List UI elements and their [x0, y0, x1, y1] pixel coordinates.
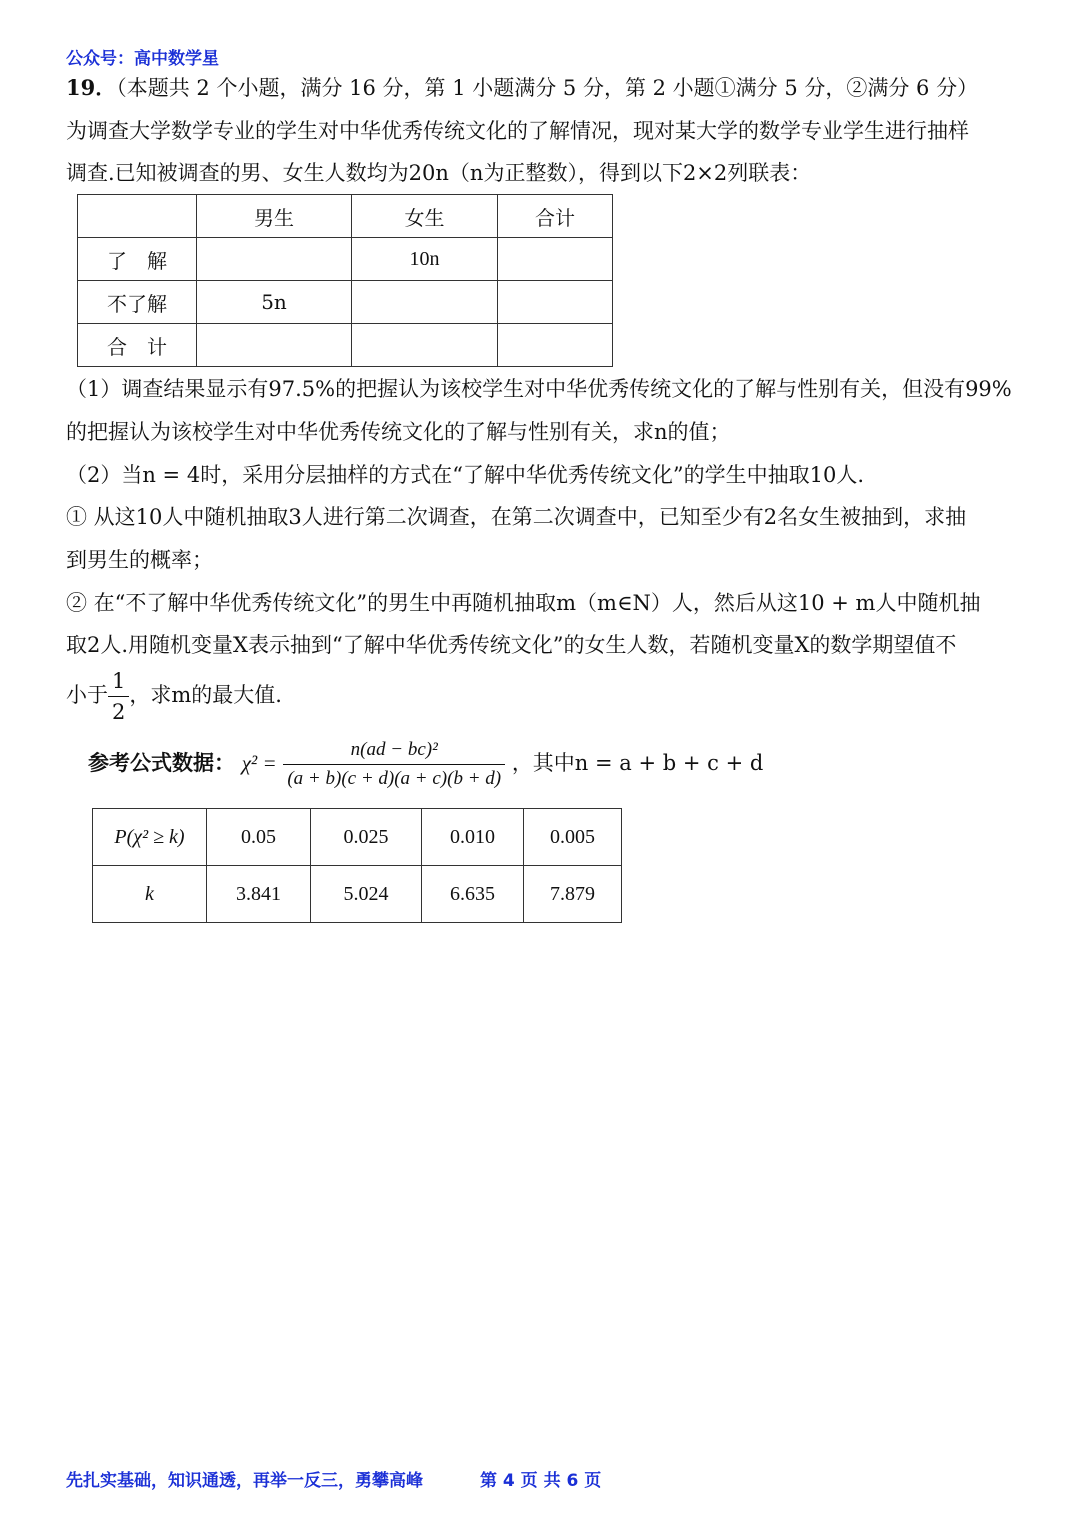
footer-page-number: 第 4 页 共 6 页: [480, 1471, 602, 1491]
table-cell: [498, 324, 613, 367]
table-cell: 女生: [352, 195, 498, 238]
table-cell: 合计: [498, 195, 613, 238]
formula-label: 参考公式数据：: [88, 750, 235, 775]
part1-line-1: （1）调查结果显示有97.5%的把握认为该校学生对中华优秀传统文化的了解与性别有关，但没有99%: [66, 377, 1012, 401]
table-cell: 0.005: [524, 809, 622, 866]
problem-title: [66, 73, 978, 103]
table-cell: 5.024: [311, 866, 422, 923]
sub2-line3-pre: 小于: [66, 683, 108, 707]
sub2-line3-post: ，求m的最大值.: [129, 683, 282, 707]
sub2-line-2: 取2人.用随机变量X表示抽到“了解中华优秀传统文化”的女生人数，若随机变量X的数学期望值不: [66, 633, 957, 657]
table-cell: 5n: [197, 281, 352, 324]
problem-number: 19．: [66, 75, 117, 100]
table-header-row: [93, 809, 622, 866]
table-cell: 6.635: [422, 866, 524, 923]
table-cell: k: [93, 866, 207, 923]
table-row: [93, 866, 622, 923]
table-cell: 10n: [352, 238, 498, 281]
table-cell: P(χ² ≥ k): [93, 809, 207, 866]
formula-denominator: (a + b)(c + d)(a + c)(b + d): [283, 764, 505, 793]
table-row: [78, 281, 613, 324]
sub2-line-3: [66, 666, 282, 727]
problem-meta: （本题共 2 个小题，满分 16 分，第 1 小题满分 5 分，第 2 小题①满分 5 分，②满分 6 分）: [116, 76, 979, 100]
table-row: [78, 324, 613, 367]
table-cell: 不了解: [78, 281, 197, 324]
fraction-numerator: 1: [112, 669, 126, 693]
intro-line-2: 调查.已知被调查的男、女生人数均为20n（n为正整数），得到以下2×2列联表：: [66, 161, 812, 185]
table-cell: 7.879: [524, 866, 622, 923]
table-cell: [498, 238, 613, 281]
probability-table: [92, 808, 622, 923]
sub1-line-2: 到男生的概率；: [66, 548, 213, 572]
formula-fraction: [283, 736, 505, 793]
table-cell: [197, 238, 352, 281]
page-header: 公众号：高中数学星: [66, 49, 219, 69]
table-cell: 了 解: [78, 238, 197, 281]
table-cell: [197, 324, 352, 367]
table-cell: 0.010: [422, 809, 524, 866]
part2-line-1: （2）当n = 4时，采用分层抽样的方式在“了解中华优秀传统文化”的学生中抽取10人.: [66, 463, 865, 487]
table-header-row: [78, 195, 613, 238]
table-cell: 0.05: [207, 809, 311, 866]
fraction-denominator: 2: [108, 696, 129, 727]
table-cell: [498, 281, 613, 324]
footer-slogan: 先扎实基础，知识通透，再举一反三，勇攀高峰: [66, 1471, 423, 1491]
part1-line-2: 的把握认为该校学生对中华优秀传统文化的了解与性别有关，求n的值；: [66, 420, 731, 444]
table-cell: [352, 324, 498, 367]
table-row: [78, 238, 613, 281]
intro-line-1: 为调查大学数学专业的学生对中华优秀传统文化的了解情况，现对某大学的数学专业学生进行抽样: [66, 119, 969, 143]
formula-note: ，其中n = a + b + c + d: [511, 751, 764, 775]
sub2-line-1: ② 在“不了解中华优秀传统文化”的男生中再随机抽取m（m∈N）人，然后从这10 + m人中随机抽: [66, 591, 981, 615]
table-cell: 0.025: [311, 809, 422, 866]
formula-numerator: n(ad − bc)²: [350, 739, 438, 760]
table-cell: 合 计: [78, 324, 197, 367]
sub1-line-1: ① 从这10人中随机抽取3人进行第二次调查，在第二次调查中，已知至少有2名女生被抽到，求抽: [66, 505, 967, 529]
table-cell: 3.841: [207, 866, 311, 923]
formula-lhs: χ² =: [241, 751, 277, 775]
table-cell: [78, 195, 197, 238]
fraction-one-half: [108, 666, 129, 727]
contingency-table: [77, 194, 613, 367]
formula-block: [88, 736, 763, 793]
table-cell: [352, 281, 498, 324]
table-cell: 男生: [197, 195, 352, 238]
